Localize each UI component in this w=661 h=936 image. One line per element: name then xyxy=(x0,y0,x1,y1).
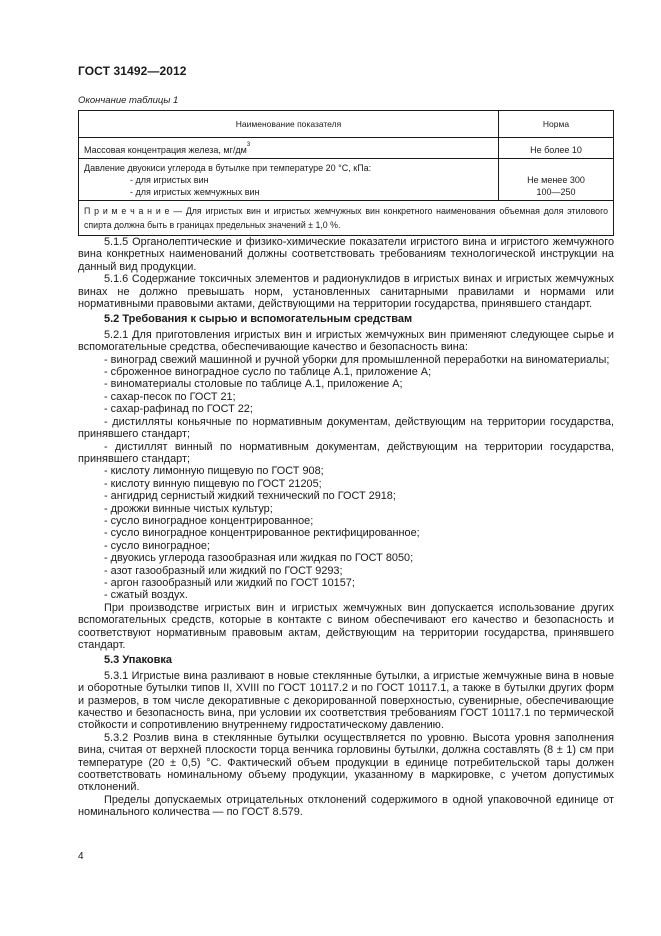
row-norm-iron: Не более 10 xyxy=(499,138,614,159)
table-row xyxy=(79,138,614,159)
note-label: П р и м е ч а н и е xyxy=(84,206,170,216)
page-number: 4 xyxy=(78,851,84,862)
indicators-table xyxy=(78,110,614,236)
paragraph-5-3-2: 5.3.2 Розлив вина в стеклянные бутылки осуществляется по уровню. Высота уровня заполнения вина, считая от верхней плоскости торца венчика горловины бутылки, должна составлять (8 ± 1) см при температуре (20 ± 0,5) °С. Фактический объем продукции в единице потребительской тары должен соответствовать номинальному объему продукции, указанному в маркировке, с учетом допустимых отклонений. xyxy=(78,731,614,794)
list-item: - дистиллят винный по нормативным документам, действующим на территории государства, принявшего стандарт; xyxy=(78,440,614,465)
list-item: - аргон газообразный или жидкий по ГОСТ 10157; xyxy=(104,576,355,589)
row-name-pressure: Давление двуокиси углерода в бутылке при температуре 20 °С, кПа: - для игристых вин - для игристых жемчужных вин xyxy=(79,159,499,201)
note-text: — Для игристых вин и игристых жемчужных вин конкретного наименования объемная доля этилового спирта должна быть в границах предельных значений ± 1,0 %. xyxy=(84,206,608,230)
paragraph-5-1-6: 5.1.6 Содержание токсичных элементов и радионуклидов в игристых винах и игристых жемчужных винах не должно превышать норм, установленных санитарными правилами и нормами или нормативными правовыми актами, действующими на территории государства, принявшего стандарт. xyxy=(78,273,614,311)
row-name-iron: Массовая концентрация железа, $мг/дм^3$ xyxy=(79,138,499,159)
column-header-norm: Норма xyxy=(499,111,614,138)
list-item: - кислоту лимонную пищевую по ГОСТ 908; xyxy=(104,465,324,478)
list-item: - сусло виноградное концентрированное; xyxy=(104,514,314,527)
standard-header: ГОСТ 31492—2012 xyxy=(78,64,187,78)
unit-superscript: 3 xyxy=(246,142,251,148)
row-norm-pressure xyxy=(499,159,614,201)
subrow-sparkling: - для игристых вин xyxy=(130,175,209,185)
paragraph-5-1-5: 5.1.5 Органолептические и физико-химические показатели игристого вина и игристого жемчужного вина конкретных наименований должны соответствовать требованиям технологической инструкции на данный вид продукции. xyxy=(78,236,614,273)
list-item: - ангидрид сернистый жидкий технический по ГОСТ 2918; xyxy=(104,490,396,503)
norm-pearl: 100—250 xyxy=(536,187,576,197)
list-item: - сусло виноградное; xyxy=(104,539,210,552)
document-body xyxy=(78,236,614,819)
list-item: - кислоту винную пищевую по ГОСТ 21205; xyxy=(104,477,322,490)
norm-sparkling: Не менее 300 xyxy=(527,175,585,185)
list-item: - дистилляты коньячные по нормативным документам, действующим на территории государства, принявшего стандарт; xyxy=(78,415,614,441)
list-item: - виноград свежий машинной и ручной уборки для промышленной переработки на виноматериалы; xyxy=(104,353,610,366)
list-item: - сброженное виноградное сусло по таблице А.1, приложение А; xyxy=(104,366,432,379)
table-row xyxy=(79,159,614,201)
list-item: - сусло виноградное концентрированное ректифицированное; xyxy=(104,527,420,540)
subrow-pearl: - для игристых жемчужных вин xyxy=(130,187,260,197)
section-heading-5-3: 5.3 Упаковка xyxy=(104,654,172,667)
paragraph-5-3-1: 5.3.1 Игристые вина разливают в новые стеклянные бутылки, а игристые жемчужные вина в новые и оборотные бутылки типов II, XVIII по ГОСТ 10117.2 и по ГОСТ 10117.1, а также в бутылки других форм и размеров, в том числе декоративные с декорированной поверхностью, сувенирные, обеспечивающие качество и безопасность вина, при условии их соответствия требованиям ГОСТ 10117.1 по термической стойкости и сопротивлению внутреннему гидростатическому давлению. xyxy=(78,669,614,732)
list-item: - сжатый воздух. xyxy=(104,589,188,602)
list-item: - дрожжи винные чистых культур; xyxy=(104,502,273,515)
table-note-row xyxy=(79,201,614,236)
list-item: - сахар-рафинад по ГОСТ 22; xyxy=(104,403,253,416)
column-header-name: Наименование показателя xyxy=(79,111,499,138)
list-item: - азот газообразный или жидкий по ГОСТ 9293; xyxy=(104,564,343,577)
paragraph-5-2-1: 5.2.1 Для приготовления игристых вин и игристых жемчужных вин применяют следующее сырье и вспомогательные средства, обеспечивающие качество и безопасность вина: xyxy=(78,328,614,354)
list-item: - двуокись углерода газообразная или жидкая по ГОСТ 8050; xyxy=(104,552,414,565)
paragraph-limits: Пределы допускаемых отрицательных отклонений содержимого в одной упаковочной единице от номинального количества — по ГОСТ 8.579. xyxy=(78,793,614,819)
section-heading-5-2: 5.2 Требования к сырью и вспомогательным средствам xyxy=(104,313,413,326)
table-note xyxy=(79,201,614,236)
list-item: - виноматериалы столовые по таблице А.1, приложение А; xyxy=(104,378,403,391)
list-item: - сахар-песок по ГОСТ 21; xyxy=(104,390,236,403)
table-caption: Окончание таблицы 1 xyxy=(78,95,179,106)
paragraph-production: При производстве игристых вин и игристых жемчужных вин допускается использование других вспомогательных средств, которые в контакте с вином обеспечивают его качество и безопасность и соответствуют нормативным правовым актам, действующим на территории государства, принявшего стандарт. xyxy=(78,601,614,651)
